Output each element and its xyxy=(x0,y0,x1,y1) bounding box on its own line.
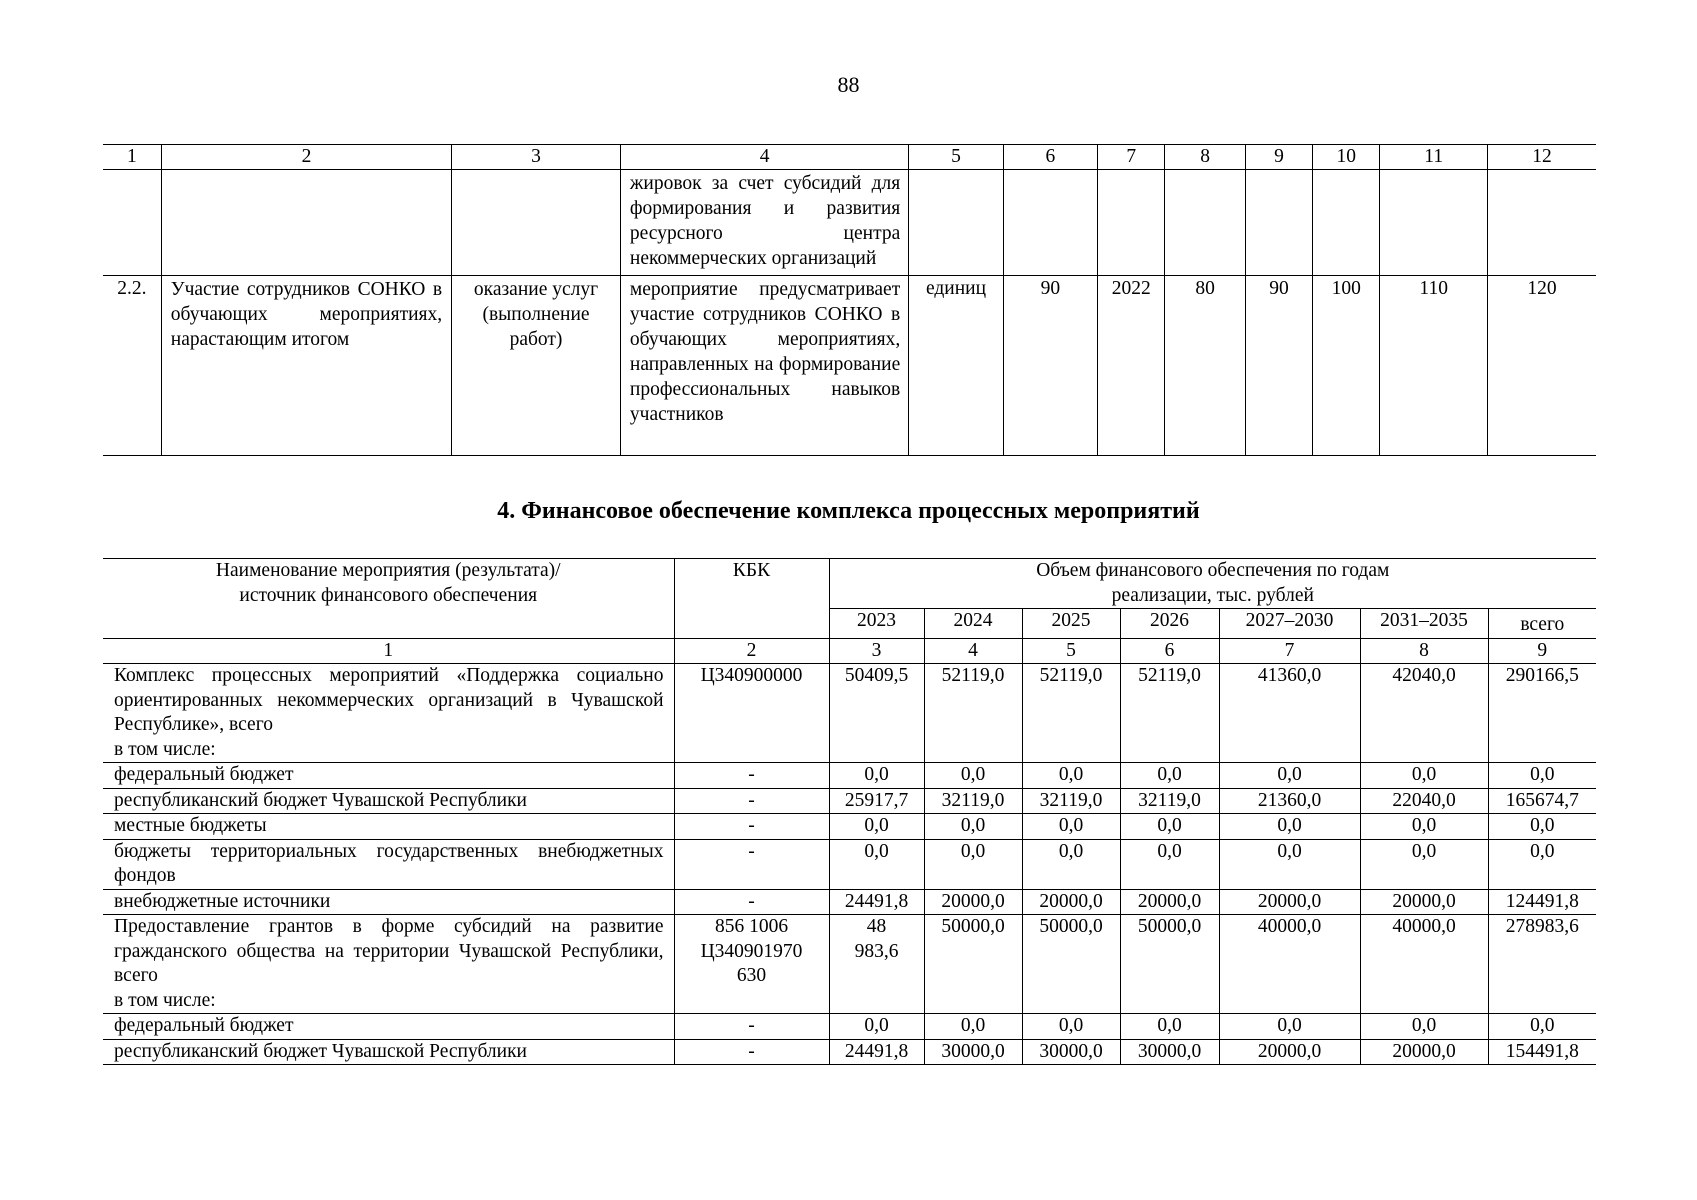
year-header: 2024 xyxy=(924,609,1022,639)
value-cell: 50000,0 xyxy=(924,915,1022,1014)
value-cell: 0,0 xyxy=(1488,814,1596,840)
indicators-table xyxy=(103,144,1596,456)
value-cell: 0,0 xyxy=(1488,839,1596,889)
value-cell: 24491,8 xyxy=(829,889,924,915)
row-name: республиканский бюджет Чувашской Республики xyxy=(103,788,674,814)
col-number: 5 xyxy=(1022,638,1120,664)
value-cell: 20000,0 xyxy=(1022,889,1120,915)
col-number: 3 xyxy=(829,638,924,664)
value-cell: 40000,0 xyxy=(1219,915,1360,1014)
table-row xyxy=(103,1014,1596,1040)
value-cell: 20000,0 xyxy=(1360,1039,1488,1065)
table-row xyxy=(103,1039,1596,1065)
col-number: 10 xyxy=(1313,145,1380,170)
value-cell: 0,0 xyxy=(1022,814,1120,840)
value-cell: 0,0 xyxy=(1360,1014,1488,1040)
value-cell: 32119,0 xyxy=(1022,788,1120,814)
unit: единиц xyxy=(909,276,1003,456)
row-name: местные бюджеты xyxy=(103,814,674,840)
value-cell: 25917,7 xyxy=(829,788,924,814)
table-header-row xyxy=(103,145,1596,170)
value-cell: 0,0 xyxy=(1488,1014,1596,1040)
year-header: 2023 xyxy=(829,609,924,639)
value-cell: 20000,0 xyxy=(1120,889,1219,915)
value-cell: 0,0 xyxy=(829,763,924,789)
value-cell: 50409,5 xyxy=(829,664,924,763)
value-cell: 0,0 xyxy=(1120,763,1219,789)
value-cell: 30000,0 xyxy=(1120,1039,1219,1065)
value-cell: 165674,7 xyxy=(1488,788,1596,814)
table-row xyxy=(103,763,1596,789)
value-cell: 290166,5 xyxy=(1488,664,1596,763)
col-number: 4 xyxy=(924,638,1022,664)
value-cell: 32119,0 xyxy=(924,788,1022,814)
row-name: федеральный бюджет xyxy=(103,1014,674,1040)
value-cell: 0,0 xyxy=(829,814,924,840)
col-number: 12 xyxy=(1487,145,1596,170)
value-cell: 100 xyxy=(1313,276,1380,456)
col-number: 9 xyxy=(1245,145,1312,170)
value-cell: 32119,0 xyxy=(1120,788,1219,814)
value-cell: 0,0 xyxy=(1360,839,1488,889)
value-cell: 0,0 xyxy=(1120,1014,1219,1040)
col-number: 1 xyxy=(103,638,674,664)
value-cell: 52119,0 xyxy=(1022,664,1120,763)
value-cell: 0,0 xyxy=(924,763,1022,789)
row-name: внебюджетные источники xyxy=(103,889,674,915)
col-number: 3 xyxy=(452,145,621,170)
value-cell: 154491,8 xyxy=(1488,1039,1596,1065)
kbk-cell: - xyxy=(674,763,829,789)
value-cell: 0,0 xyxy=(1360,814,1488,840)
value-cell: 0,0 xyxy=(924,1014,1022,1040)
col-numbers-row xyxy=(103,638,1596,664)
header-volume: Объем финансового обеспечения по годам реализации, тыс. рублей xyxy=(829,559,1596,609)
value-cell: 278983,6 xyxy=(1488,915,1596,1014)
base-year: 2022 xyxy=(1098,276,1165,456)
kbk-cell: - xyxy=(674,814,829,840)
kbk-cell: - xyxy=(674,839,829,889)
value-cell: 50000,0 xyxy=(1022,915,1120,1014)
value-cell: 0,0 xyxy=(1360,763,1488,789)
row-name: республиканский бюджет Чувашской Республики xyxy=(103,1039,674,1065)
col-number: 7 xyxy=(1098,145,1165,170)
col-number: 2 xyxy=(674,638,829,664)
value-cell: 30000,0 xyxy=(1022,1039,1120,1065)
table-row xyxy=(103,839,1596,889)
value-cell: 24491,8 xyxy=(829,1039,924,1065)
value-cell: 0,0 xyxy=(1219,1014,1360,1040)
finance-table xyxy=(103,558,1596,1065)
value-cell: 0,0 xyxy=(1022,839,1120,889)
kbk-cell: - xyxy=(674,788,829,814)
table-row xyxy=(103,889,1596,915)
kbk-cell: - xyxy=(674,1039,829,1065)
col-number: 5 xyxy=(909,145,1003,170)
value-cell: 0,0 xyxy=(1120,839,1219,889)
col-number: 2 xyxy=(161,145,451,170)
value-cell: 0,0 xyxy=(1219,839,1360,889)
table-row xyxy=(103,915,1596,1014)
value-cell: 0,0 xyxy=(1120,814,1219,840)
value-cell: 52119,0 xyxy=(1120,664,1219,763)
value-cell: 52119,0 xyxy=(924,664,1022,763)
year-header: 2025 xyxy=(1022,609,1120,639)
value-cell: 0,0 xyxy=(1488,763,1596,789)
value-cell: 48 983,6 xyxy=(829,915,924,1014)
value-cell: 0,0 xyxy=(1219,814,1360,840)
col-number: 8 xyxy=(1360,638,1488,664)
header-kbk: КБК xyxy=(674,559,829,639)
table-row xyxy=(103,276,1596,456)
kbk-cell: - xyxy=(674,1014,829,1040)
value-cell: 22040,0 xyxy=(1360,788,1488,814)
value-cell: 20000,0 xyxy=(924,889,1022,915)
value-cell: 40000,0 xyxy=(1360,915,1488,1014)
value-cell: 80 xyxy=(1165,276,1245,456)
value-cell: 124491,8 xyxy=(1488,889,1596,915)
col-number: 6 xyxy=(1120,638,1219,664)
col-number: 1 xyxy=(103,145,161,170)
page-number: 88 xyxy=(837,72,860,97)
value-cell: 50000,0 xyxy=(1120,915,1219,1014)
continuation-text: жировок за счет субсидий для формирования и развития ресурсного центра некоммерческих организаций xyxy=(620,170,908,276)
finance-header-row xyxy=(103,559,1596,609)
year-header: всего xyxy=(1488,609,1596,639)
kbk-cell: 856 1006 Ц340901970 630 xyxy=(674,915,829,1014)
row-name: Комплекс процессных мероприятий «Поддержка социально ориентированных некоммерческих организаций в Чувашской Республике», всего в том числе: xyxy=(103,664,674,763)
indicator-name: Участие сотрудников СОНКО в обучающих мероприятиях, нарастающим итогом xyxy=(161,276,451,456)
value-cell: 0,0 xyxy=(1022,763,1120,789)
base-value: 90 xyxy=(1003,276,1097,456)
row-name: федеральный бюджет xyxy=(103,763,674,789)
value-cell: 21360,0 xyxy=(1219,788,1360,814)
kbk-cell: Ц340900000 xyxy=(674,664,829,763)
indicator-type: оказание услуг (выполнение работ) xyxy=(452,276,621,456)
section-title: 4. Финансовое обеспечение комплекса процессных мероприятий xyxy=(497,498,1200,524)
year-header: 2026 xyxy=(1120,609,1219,639)
row-subtitle: в том числе: xyxy=(114,989,216,1011)
year-header: 2027–2030 xyxy=(1219,609,1360,639)
value-cell: 0,0 xyxy=(1022,1014,1120,1040)
value-cell: 30000,0 xyxy=(924,1039,1022,1065)
value-cell: 110 xyxy=(1380,276,1488,456)
row-name: бюджеты территориальных государственных внебюджетных фондов xyxy=(103,839,674,889)
table-row xyxy=(103,170,1596,276)
col-number: 4 xyxy=(620,145,908,170)
col-number: 8 xyxy=(1165,145,1245,170)
value-cell: 0,0 xyxy=(924,839,1022,889)
value-cell: 0,0 xyxy=(924,814,1022,840)
table-row xyxy=(103,664,1596,763)
value-cell: 120 xyxy=(1487,276,1596,456)
value-cell: 0,0 xyxy=(829,839,924,889)
value-cell: 0,0 xyxy=(829,1014,924,1040)
table-row xyxy=(103,814,1596,840)
value-cell: 20000,0 xyxy=(1360,889,1488,915)
col-number: 11 xyxy=(1380,145,1488,170)
indicator-description: мероприятие предусматривает участие сотрудников СОНКО в обучающих мероприятиях, направленных на формирование профессиональных навыков участников xyxy=(620,276,908,456)
row-subtitle: в том числе: xyxy=(114,738,216,760)
col-number: 6 xyxy=(1003,145,1097,170)
value-cell: 20000,0 xyxy=(1219,1039,1360,1065)
row-number: 2.2. xyxy=(103,276,161,456)
kbk-cell: - xyxy=(674,889,829,915)
table-row xyxy=(103,788,1596,814)
value-cell: 90 xyxy=(1245,276,1312,456)
value-cell: 20000,0 xyxy=(1219,889,1360,915)
value-cell: 0,0 xyxy=(1219,763,1360,789)
col-number: 7 xyxy=(1219,638,1360,664)
header-name: Наименование мероприятия (результата)/ источник финансового обеспечения xyxy=(103,559,674,639)
value-cell: 41360,0 xyxy=(1219,664,1360,763)
year-header: 2031–2035 xyxy=(1360,609,1488,639)
value-cell: 42040,0 xyxy=(1360,664,1488,763)
row-name: Предоставление грантов в форме субсидий на развитие гражданского общества на территории Чувашской Республики, всего в том числе: xyxy=(103,915,674,1014)
col-number: 9 xyxy=(1488,638,1596,664)
